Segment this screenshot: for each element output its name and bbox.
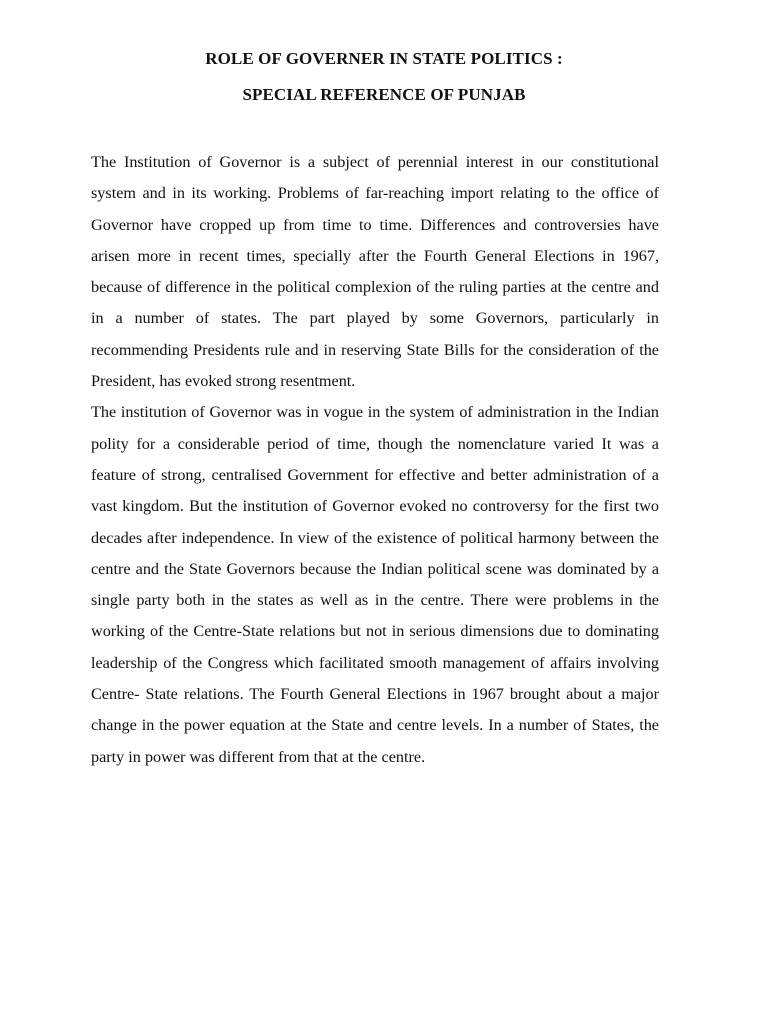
document-body <box>91 147 659 773</box>
document-subtitle: SPECIAL REFERENCE OF PUNJAB <box>242 85 526 104</box>
paragraph: The Institution of Governor is a subject of perennial interest in our constitutional system and in its working. Problems of far-reaching import relating to the office of Governor have cropped up from time to time. Differences and controversies have arisen more in recent times, specially after the Fourth General Elections in 1967, because of difference in the political complexion of the ruling parties at the centre and in a number of states. The part played by some Governors, particularly in recommending Presidents rule and in reserving State Bills for the consideration of the President, has evoked strong resentment. <box>91 153 659 391</box>
paragraph: The institution of Governor was in vogue in the system of administration in the Indian polity for a considerable period of time, though the nomenclature varied It was a feature of strong, centralised Government for effective and better administration of a vast kingdom. But the institution of Governor evoked no controversy for the first two decades after independence. In view of the existence of political harmony between the centre and the State Governors because the Indian political scene was dominated by a single party both in the states as well as in the centre. There were problems in the working of the Centre-State relations but not in serious dimensions due to dominating leadership of the Congress which facilitated smooth management of affairs involving Centre- State relations. The Fourth General Elections in 1967 brought about a major change in the power equation at the State and centre levels. In a number of States, the party in power was different from that at the centre. <box>91 403 659 766</box>
document-title: ROLE OF GOVERNER IN STATE POLITICS : <box>205 49 563 68</box>
